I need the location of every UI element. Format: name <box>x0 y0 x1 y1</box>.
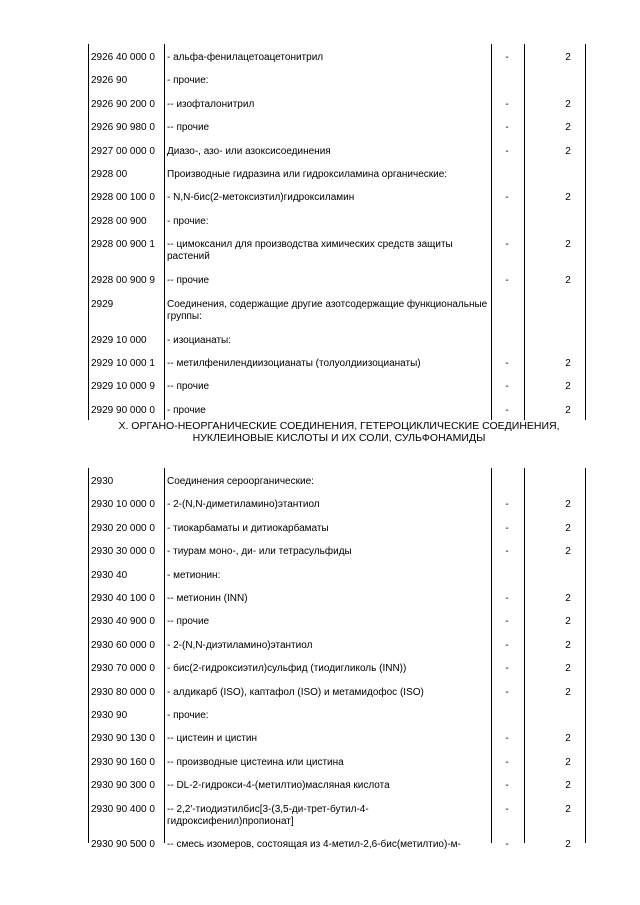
duty-mark: - <box>505 593 509 605</box>
section-heading-line-1: X. ОРГАНО-НЕОРГАНИЧЕСКИЕ СОЕДИНЕНИЯ, ГЕТЕРОЦИКЛИЧЕСКИЕ СОЕДИНЕНИЯ, <box>118 420 560 433</box>
tariff-code: 2930 90 160 0 <box>91 756 155 768</box>
table-row <box>88 291 586 327</box>
duty-rate: 2 <box>565 404 571 416</box>
tariff-code: 2926 90 <box>91 75 128 87</box>
goods-description: - 2-(N,N-диметиламино)этантиол <box>167 499 320 511</box>
goods-description: - 2-(N,N-диэтиламино)этантиол <box>167 639 313 651</box>
table-row <box>88 468 586 491</box>
duty-rate: 2 <box>565 838 571 850</box>
goods-description: -- цистеин и цистин <box>167 733 258 745</box>
section-heading <box>88 420 586 468</box>
table-row <box>88 831 586 856</box>
table-row <box>88 725 586 748</box>
goods-description: -- прочие <box>167 122 210 134</box>
duty-mark: - <box>505 239 509 251</box>
duty-rate: 2 <box>565 239 571 251</box>
goods-description: - альфа-фенилацетоацетонитрил <box>167 52 324 63</box>
duty-rate: 2 <box>565 381 571 393</box>
tariff-code: 2926 40 000 0 <box>91 52 155 63</box>
table-row <box>88 515 586 538</box>
duty-mark: - <box>505 803 509 815</box>
table-row <box>88 585 586 608</box>
table-row <box>88 632 586 655</box>
duty-rate: 2 <box>565 803 571 815</box>
goods-description: - бис(2-гидроксиэтил)сульфид (тиодигликоль (INN)) <box>167 663 407 675</box>
goods-description: - изоцианаты: <box>167 334 232 346</box>
duty-mark: - <box>505 522 509 534</box>
duty-mark: - <box>505 275 509 287</box>
goods-description: -- прочие <box>167 381 210 393</box>
table-row <box>88 138 586 161</box>
duty-mark: - <box>505 192 509 204</box>
table-row <box>88 655 586 678</box>
goods-description: - N,N-бис(2-метоксиэтил)гидроксиламин <box>167 192 355 204</box>
goods-description: Соединения, содержащие другие азотсодержащие функциональные группы: <box>167 298 488 322</box>
goods-description: -- метионин (INN) <box>167 593 248 605</box>
tariff-code: 2926 90 980 0 <box>91 122 155 134</box>
tariff-code: 2930 40 900 0 <box>91 616 155 628</box>
table-row <box>88 538 586 561</box>
tariff-code: 2930 20 000 0 <box>91 522 155 534</box>
duty-mark: - <box>505 381 509 393</box>
table-row <box>88 91 586 114</box>
goods-description: - прочие: <box>167 709 209 721</box>
table-row <box>88 327 586 350</box>
goods-description: -- прочие <box>167 616 210 628</box>
duty-rate: 2 <box>565 52 571 63</box>
duty-mark: - <box>505 616 509 628</box>
duty-mark: - <box>505 357 509 369</box>
duty-mark: - <box>505 756 509 768</box>
tariff-code: 2928 00 900 <box>91 215 147 227</box>
goods-description: - метионин: <box>167 569 221 581</box>
table-row <box>88 161 586 184</box>
tariff-code: 2930 30 000 0 <box>91 546 155 558</box>
tariff-code: 2928 00 900 1 <box>91 239 155 251</box>
duty-rate: 2 <box>565 756 571 768</box>
goods-description: - тиокарбаматы и дитиокарбаматы <box>167 522 329 534</box>
duty-mark: - <box>505 145 509 157</box>
duty-mark: - <box>505 122 509 134</box>
duty-mark: - <box>505 686 509 698</box>
duty-mark: - <box>505 838 509 850</box>
table-row <box>88 749 586 772</box>
goods-description: - прочие <box>167 404 206 416</box>
duty-rate: 2 <box>565 499 571 511</box>
duty-rate: 2 <box>565 733 571 745</box>
goods-description: Производные гидразина или гидроксиламина органические: <box>167 168 448 180</box>
tariff-code: 2930 90 130 0 <box>91 733 155 745</box>
goods-description: Соединения сероорганические: <box>167 476 314 488</box>
goods-description: -- изофталонитрил <box>167 98 255 110</box>
tariff-document <box>88 44 586 856</box>
duty-rate: 2 <box>565 663 571 675</box>
tariff-code: 2930 90 400 0 <box>91 803 155 815</box>
goods-description: Диазо-, азо- или азоксисоединения <box>167 145 331 157</box>
goods-description: -- прочие <box>167 275 210 287</box>
duty-rate: 2 <box>565 98 571 110</box>
table-row <box>88 114 586 137</box>
tariff-code: 2927 00 000 0 <box>91 145 155 157</box>
duty-rate: 2 <box>565 639 571 651</box>
tariff-code: 2928 00 <box>91 168 128 180</box>
tariff-code: 2930 60 000 0 <box>91 639 155 651</box>
tariff-code: 2930 90 <box>91 709 128 721</box>
tariff-code: 2930 40 100 0 <box>91 593 155 605</box>
table-row <box>88 184 586 207</box>
duty-mark: - <box>505 780 509 792</box>
tariff-code: 2929 10 000 1 <box>91 357 155 369</box>
tariff-code: 2930 70 000 0 <box>91 663 155 675</box>
duty-rate: 2 <box>565 616 571 628</box>
tariff-code: 2930 <box>91 476 114 488</box>
goods-description: -- цимоксанил для производства химических средств защиты растений <box>167 239 453 263</box>
tariff-code: 2929 90 000 0 <box>91 404 155 416</box>
goods-description: -- DL-2-гидрокси-4-(метилтио)масляная кислота <box>167 780 390 792</box>
tariff-code: 2928 00 900 9 <box>91 275 155 287</box>
goods-description: -- 2,2'-тиодиэтилбис[3-(3,5-ди-трет-бутил-4-гидроксифенил)пропионат] <box>167 803 369 827</box>
table-row <box>88 350 586 373</box>
tariff-code: 2926 90 200 0 <box>91 98 155 110</box>
table-row <box>88 231 586 267</box>
duty-rate: 2 <box>565 686 571 698</box>
table-row <box>88 491 586 514</box>
duty-rate: 2 <box>565 780 571 792</box>
tariff-table-part-1 <box>88 44 586 420</box>
tariff-code: 2930 10 000 0 <box>91 499 155 511</box>
duty-rate: 2 <box>565 593 571 605</box>
tariff-table-part-2 <box>88 468 586 855</box>
table-row <box>88 772 586 795</box>
duty-rate: 2 <box>565 275 571 287</box>
duty-mark: - <box>505 499 509 511</box>
duty-mark: - <box>505 733 509 745</box>
table-row <box>88 267 586 290</box>
duty-mark: - <box>505 52 509 63</box>
duty-rate: 2 <box>565 522 571 534</box>
tariff-code: 2930 90 300 0 <box>91 780 155 792</box>
goods-description: - прочие: <box>167 215 209 227</box>
table-row <box>88 67 586 90</box>
tariff-code: 2929 10 000 9 <box>91 381 155 393</box>
duty-rate: 2 <box>565 357 571 369</box>
table-row <box>88 562 586 585</box>
table-row <box>88 702 586 725</box>
duty-mark: - <box>505 663 509 675</box>
goods-description: - алдикарб (ISO), каптафол (ISO) и метамидофос (ISO) <box>167 686 424 698</box>
duty-rate: 2 <box>565 192 571 204</box>
duty-rate: 2 <box>565 546 571 558</box>
tariff-code: 2930 80 000 0 <box>91 686 155 698</box>
table-row <box>88 373 586 396</box>
duty-rate: 2 <box>565 145 571 157</box>
tariff-code: 2929 <box>91 298 114 310</box>
section-heading-line-2: НУКЛЕИНОВЫЕ КИСЛОТЫ И ИХ СОЛИ, СУЛЬФОНАМИДЫ <box>192 432 486 445</box>
table-row <box>88 397 586 420</box>
tariff-code: 2930 90 500 0 <box>91 838 155 850</box>
table-row <box>88 796 586 831</box>
goods-description: -- смесь изомеров, состоящая из 4-метил-2,6-бис(метилтио)-м- <box>167 838 461 850</box>
duty-mark: - <box>505 404 509 416</box>
duty-mark: - <box>505 639 509 651</box>
tariff-code: 2930 40 <box>91 569 128 581</box>
duty-mark: - <box>505 98 509 110</box>
duty-mark: - <box>505 546 509 558</box>
goods-description: - прочие: <box>167 75 209 87</box>
table-row <box>88 208 586 231</box>
tariff-code: 2928 00 100 0 <box>91 192 155 204</box>
table-row <box>88 44 586 67</box>
table-row <box>88 608 586 631</box>
goods-description: -- метилфенилендиизоцианаты (толуолдиизоцианаты) <box>167 357 421 369</box>
goods-description: - тиурам моно-, ди- или тетрасульфиды <box>167 546 352 558</box>
goods-description: -- производные цистеина или цистина <box>167 756 344 768</box>
table-row <box>88 679 586 702</box>
duty-rate: 2 <box>565 122 571 134</box>
tariff-code: 2929 10 000 <box>91 334 147 346</box>
